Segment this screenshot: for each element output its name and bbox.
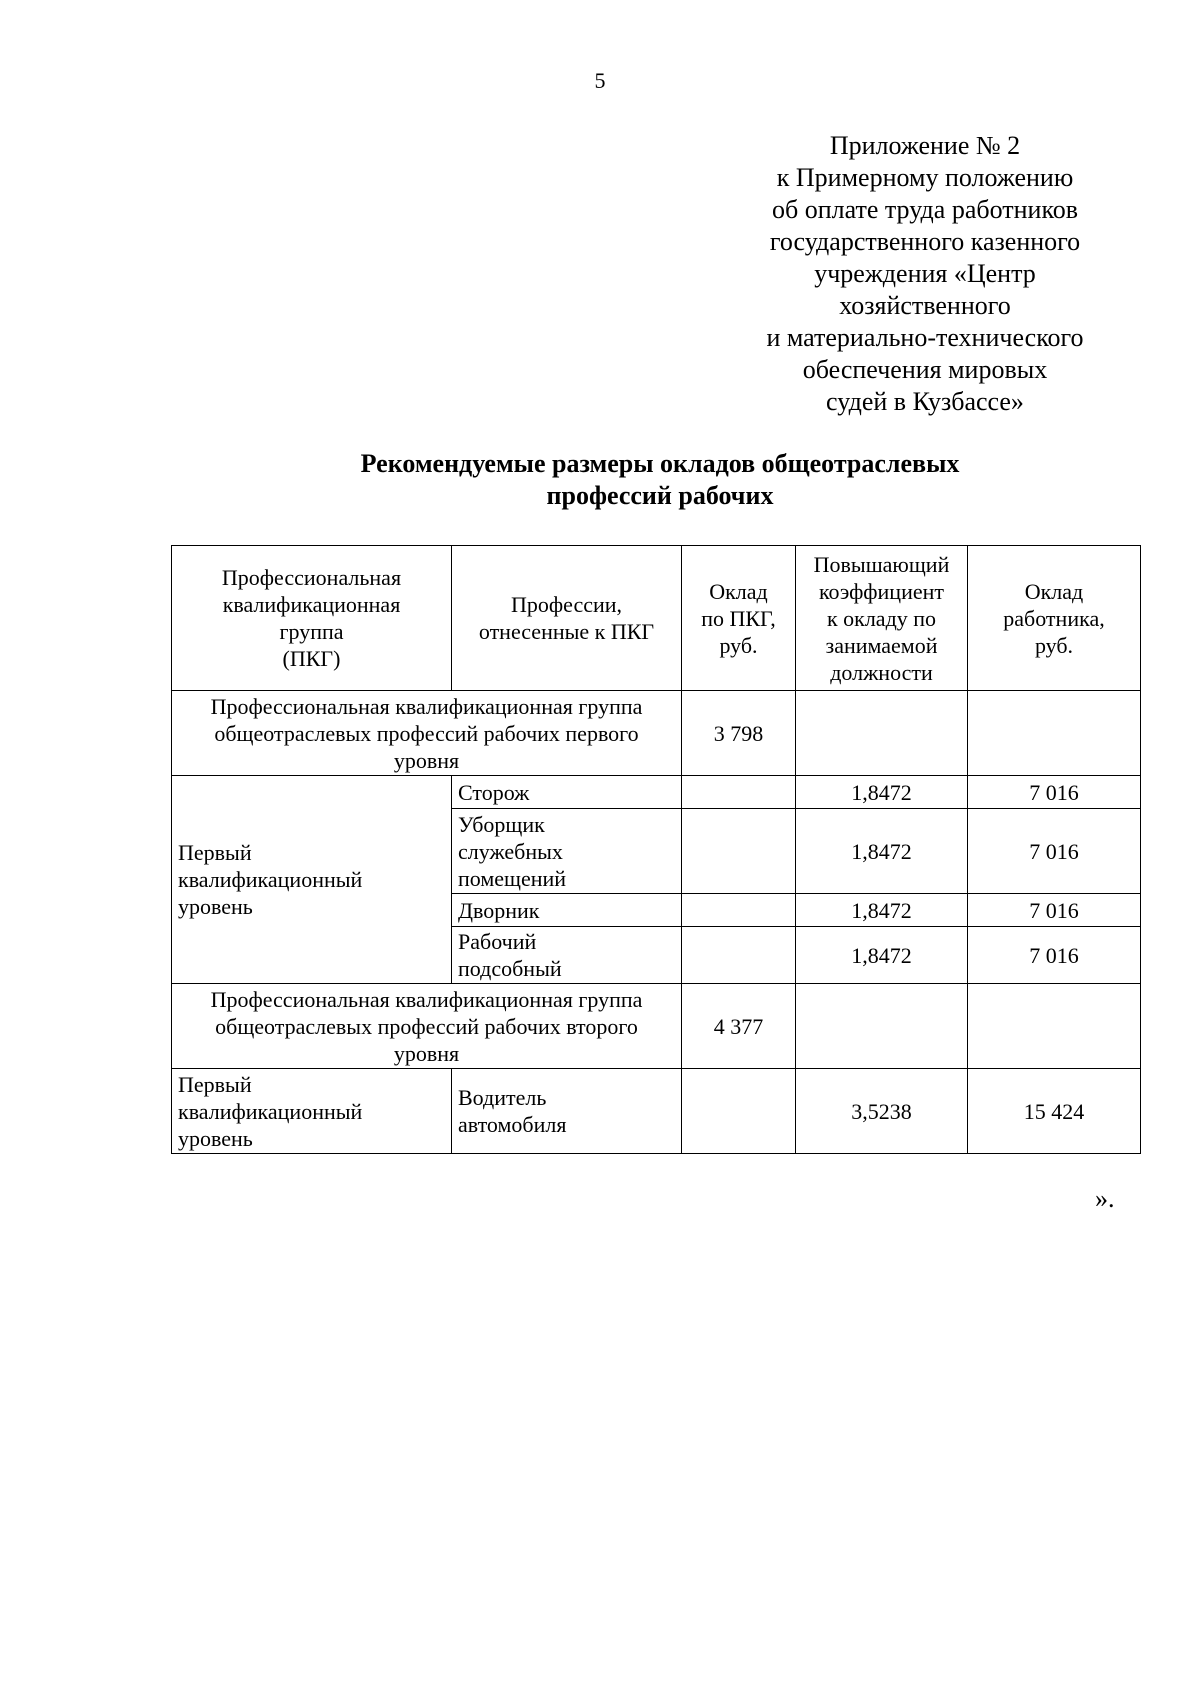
empty-cell (682, 927, 796, 984)
empty-cell (682, 894, 796, 927)
empty-cell (968, 984, 1141, 1069)
header-professions: Профессии, отнесенные к ПКГ (452, 546, 682, 691)
profession-cell: Дворник (452, 894, 682, 927)
table-group-row (172, 984, 1141, 1069)
empty-cell (968, 691, 1141, 776)
appendix-line: обеспечения мировых (802, 355, 1048, 384)
coefficient-cell: 1,8472 (796, 809, 968, 894)
coefficient-cell: 3,5238 (796, 1069, 968, 1154)
pay-cell: 7 016 (968, 809, 1141, 894)
group-title: Профессиональная квалификационная группа общеотраслевых профессий рабочих первого уровня (172, 691, 682, 776)
profession-cell: Водитель автомобиля (452, 1069, 682, 1154)
table-group-row (172, 691, 1141, 776)
document-title-line: профессий рабочих (546, 481, 774, 510)
profession-cell: Уборщик служебных помещений (452, 809, 682, 894)
coefficient-cell: 1,8472 (796, 776, 968, 809)
coefficient-cell: 1,8472 (796, 894, 968, 927)
coefficient-cell: 1,8472 (796, 927, 968, 984)
pay-cell: 15 424 (968, 1069, 1141, 1154)
table-row (172, 1069, 1141, 1154)
table-header-row (172, 546, 1141, 691)
profession-cell: Сторож (452, 776, 682, 809)
pay-cell: 7 016 (968, 927, 1141, 984)
pay-cell: 7 016 (968, 776, 1141, 809)
header-pkg-salary: Оклад по ПКГ, руб. (682, 546, 796, 691)
appendix-line: об оплате труда работников (771, 195, 1079, 224)
profession-cell: Рабочий подсобный (452, 927, 682, 984)
appendix-line: судей в Кузбассе» (826, 387, 1024, 416)
qualification-level: Первый квалификационный уровень (172, 776, 452, 984)
appendix-line: Приложение № 2 (829, 131, 1021, 160)
appendix-line: и материально-технического (766, 323, 1084, 352)
empty-cell (796, 691, 968, 776)
appendix-heading (700, 130, 1150, 418)
salary-table (171, 545, 1141, 1154)
group-salary: 4 377 (682, 984, 796, 1069)
group-title: Профессиональная квалификационная группа общеотраслевых профессий рабочих второго уровня (172, 984, 682, 1069)
document-title-line: Рекомендуемые размеры окладов общеотраслевых (360, 449, 960, 478)
appendix-line: государственного казенного (769, 227, 1081, 256)
pay-cell: 7 016 (968, 894, 1141, 927)
appendix-line: учреждения «Центр (814, 259, 1036, 288)
empty-cell (682, 1069, 796, 1154)
group-salary: 3 798 (682, 691, 796, 776)
appendix-line: хозяйственного (839, 291, 1011, 320)
header-pkg: Профессиональная квалификационная группа (ПКГ) (172, 546, 452, 691)
appendix-line: к Примерному положению (776, 163, 1074, 192)
qualification-level: Первый квалификационный уровень (172, 1069, 452, 1154)
empty-cell (796, 984, 968, 1069)
document-title (260, 448, 1060, 512)
page-number: 5 (594, 68, 606, 93)
header-employee-salary: Оклад работника, руб. (968, 546, 1141, 691)
header-coefficient: Повышающий коэффициент к окладу по занимаемой должности (796, 546, 968, 691)
empty-cell (682, 776, 796, 809)
table-row (172, 776, 1141, 809)
empty-cell (682, 809, 796, 894)
closing-quote-mark: ». (1095, 1184, 1115, 1213)
